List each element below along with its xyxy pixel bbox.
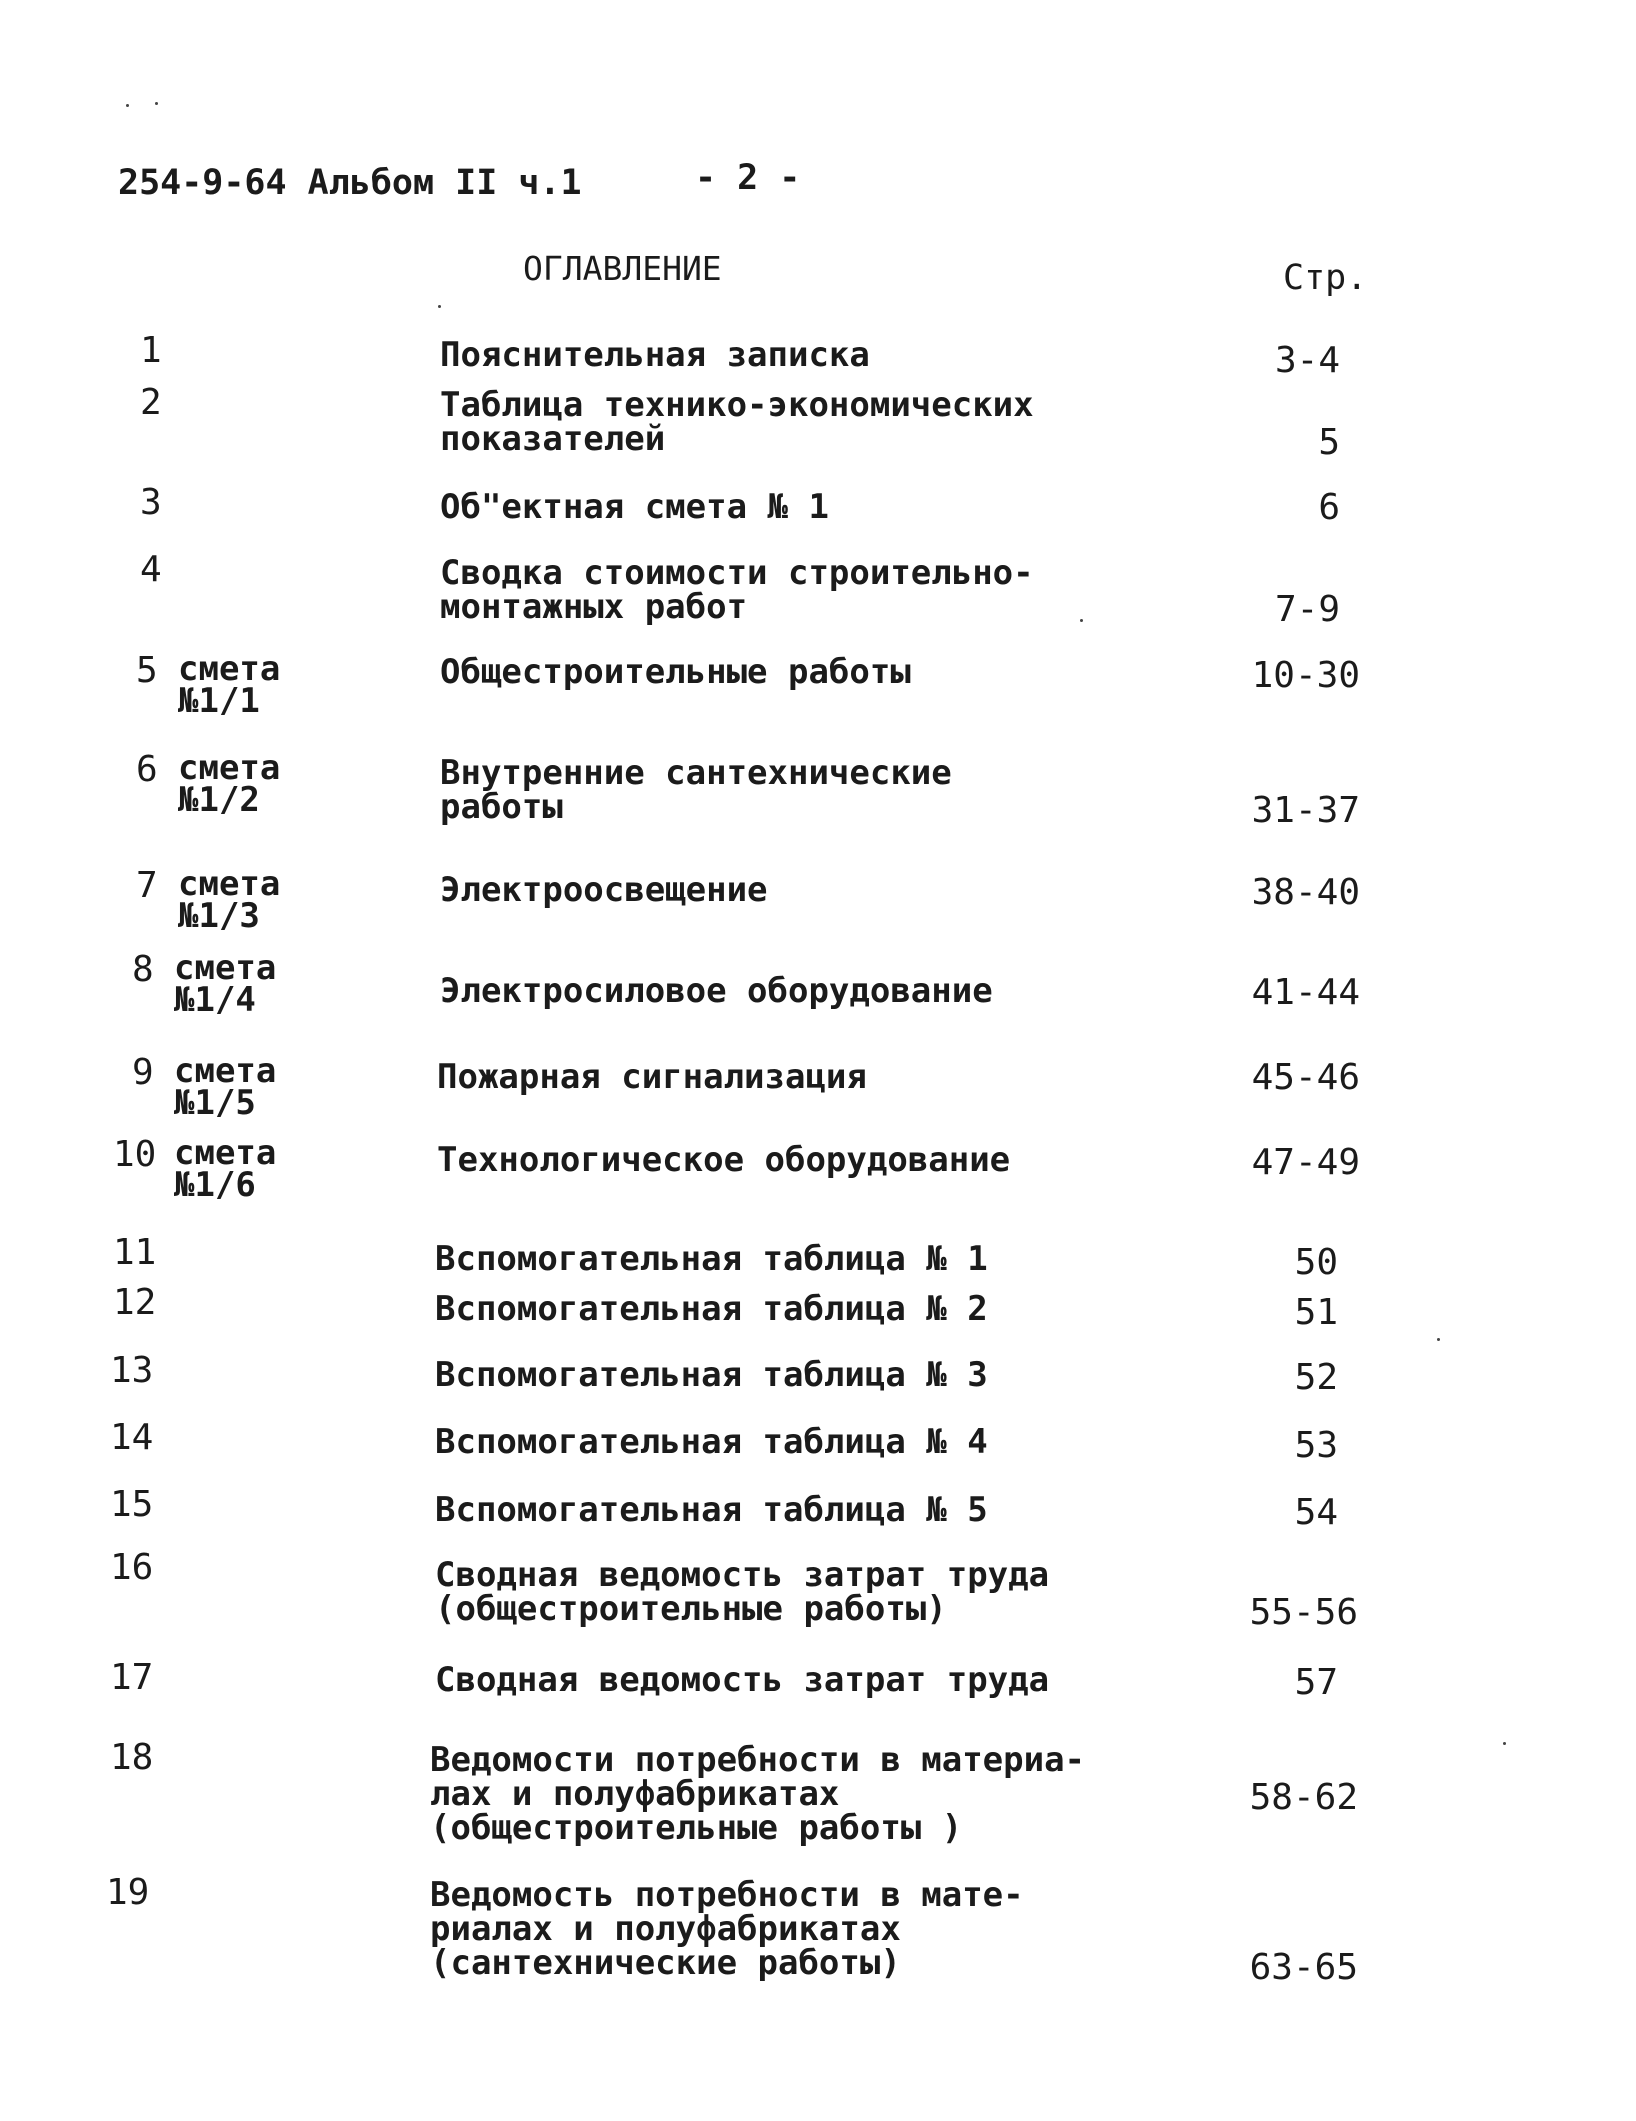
toc-item-page: 41-44 — [1251, 972, 1360, 1013]
toc-item-number: 9 — [132, 1052, 154, 1093]
toc-item-number: 6 — [136, 749, 158, 790]
toc-item-page: 45-46 — [1251, 1057, 1360, 1098]
toc-item-number: 12 — [113, 1282, 157, 1323]
page-number: - 2 - — [695, 158, 801, 198]
toc-item-title: Сводная ведомость затрат труда (общестроительные работы) — [435, 1555, 1050, 1629]
toc-item-title: Ведомость потребности в мате- риалах и полуфабрикатах (сантехнические работы) — [430, 1875, 1024, 1983]
toc-item-page: 3-4 — [1274, 340, 1340, 381]
toc-item-page: 38-40 — [1251, 872, 1360, 913]
toc-item-page: 50 — [1294, 1242, 1338, 1283]
toc-item-number: 4 — [140, 549, 162, 590]
toc-item-page: 10-30 — [1251, 655, 1360, 696]
toc-item-number: 18 — [110, 1737, 154, 1778]
toc-item-number: 10 — [113, 1134, 157, 1175]
toc-item-number: 7 — [136, 865, 158, 906]
toc-item-number: 1 — [140, 330, 162, 371]
toc-item-number: 8 — [132, 949, 154, 990]
toc-item-number: 17 — [110, 1657, 154, 1698]
toc-item-title: Общестроительные работы — [440, 652, 911, 692]
toc-item-title: Вспомогательная таблица № 4 — [435, 1422, 988, 1462]
toc-item-title: Вспомогательная таблица № 5 — [435, 1490, 988, 1530]
toc-item-title: Электросиловое оборудование — [440, 971, 993, 1011]
toc-item-number: 11 — [113, 1232, 157, 1273]
toc-item-title: Таблица технико-экономических показателей — [440, 385, 1034, 459]
toc-item-estimate: смета №1/1 — [178, 649, 281, 721]
toc-item-number: 16 — [110, 1547, 154, 1588]
page-title: ОГЛАВЛЕНИЕ — [523, 249, 722, 288]
toc-item-title: Внутренние сантехнические работы — [440, 753, 952, 827]
toc-item-title: Об"ектная смета № 1 — [440, 487, 829, 527]
toc-item-title: Вспомогательная таблица № 3 — [435, 1355, 988, 1395]
page-column-heading: Стр. — [1283, 258, 1368, 298]
toc-item-page: 47-49 — [1251, 1142, 1360, 1183]
toc-item-page: 63-65 — [1249, 1947, 1358, 1988]
toc-item-estimate: смета №1/2 — [178, 748, 281, 820]
toc-item-page: 53 — [1294, 1425, 1338, 1466]
toc-item-title: Пожарная сигнализация — [437, 1057, 867, 1097]
toc-item-title: Технологическое оборудование — [437, 1140, 1011, 1180]
toc-item-page: 51 — [1294, 1292, 1338, 1333]
toc-item-page: 54 — [1294, 1492, 1338, 1533]
toc-item-estimate: смета №1/4 — [174, 948, 277, 1020]
document-code: 254-9-64 Альбом II ч.1 — [118, 163, 582, 203]
toc-item-page: 58-62 — [1249, 1777, 1358, 1818]
toc-item-title: Электроосвещение — [440, 870, 768, 910]
toc-item-title: Пояснительная записка — [440, 335, 870, 375]
toc-item-number: 19 — [106, 1872, 150, 1913]
toc-item-title: Сводная ведомость затрат труда — [435, 1660, 1050, 1700]
toc-item-number: 5 — [136, 650, 158, 691]
toc-item-estimate: смета №1/5 — [174, 1051, 277, 1123]
toc-item-estimate: смета №1/3 — [178, 864, 281, 936]
toc-item-title: Ведомости потребности в материа- лах и полуфабрикатах (общестроительные работы ) — [430, 1740, 1086, 1848]
toc-item-title: Сводка стоимости строительно- монтажных работ — [440, 553, 1034, 627]
toc-item-number: 15 — [110, 1484, 154, 1525]
toc-item-page: 55-56 — [1249, 1592, 1358, 1633]
toc-item-number: 13 — [110, 1350, 154, 1391]
toc-item-page: 31-37 — [1251, 790, 1360, 831]
toc-item-title: Вспомогательная таблица № 2 — [435, 1289, 988, 1329]
toc-item-page: 5 — [1318, 422, 1340, 463]
toc-item-estimate: смета №1/6 — [174, 1133, 277, 1205]
toc-item-number: 2 — [140, 382, 162, 423]
toc-item-page: 57 — [1294, 1662, 1338, 1703]
toc-item-number: 3 — [140, 482, 162, 523]
toc-item-page: 52 — [1294, 1357, 1338, 1398]
toc-item-title: Вспомогательная таблица № 1 — [435, 1239, 988, 1279]
toc-item-page: 6 — [1318, 487, 1340, 528]
toc-item-number: 14 — [110, 1417, 154, 1458]
toc-item-page: 7-9 — [1274, 589, 1340, 630]
